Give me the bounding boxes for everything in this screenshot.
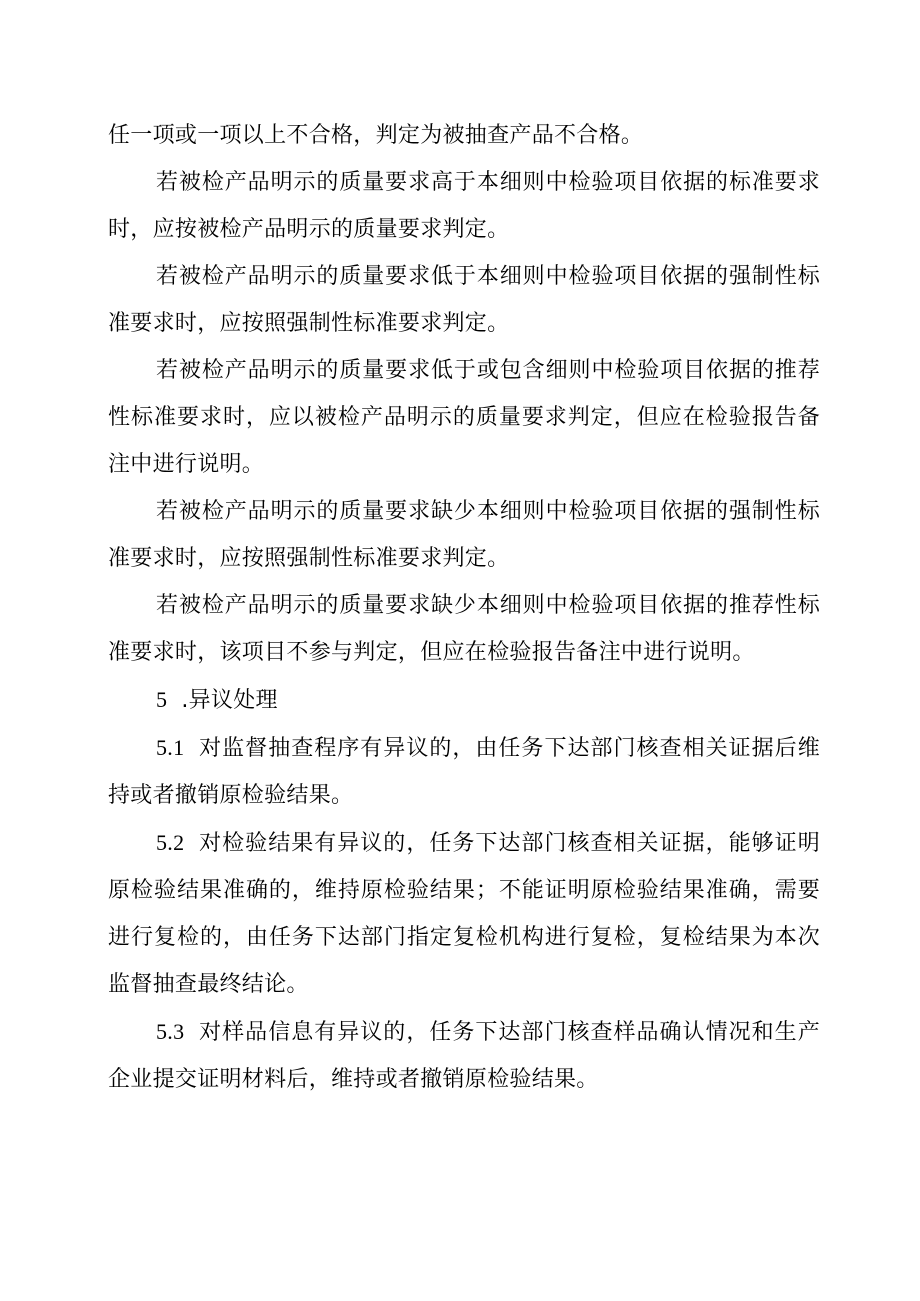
- item-number: 5.2: [156, 830, 185, 855]
- item-number: 5.1: [156, 735, 185, 760]
- paragraph-missing-mandatory: 若被检产品明示的质量要求缺少本细则中检验项目依据的强制性标准要求时，应按照强制性标准要求判定。: [108, 499, 820, 571]
- item-text: 对检验结果有异议的，任务下达部门核查相关证据，能够证明原检验结果准确的，维持原检验结果；不能证明原检验结果准确，需要进行复检的，由任务下达部门指定复检机构进行复检，复检结果为本次监督抽查最终结论。: [108, 831, 820, 997]
- item-text: 对样品信息有异议的，任务下达部门核查样品确认情况和生产企业提交证明材料后，维持或者撤销原检验结果。: [108, 1020, 820, 1092]
- paragraph-lower-mandatory: 若被检产品明示的质量要求低于本细则中检验项目依据的强制性标准要求时，应按照强制性标准要求判定。: [108, 264, 820, 336]
- item-number: 5.3: [156, 1019, 185, 1044]
- document-body: [108, 112, 820, 1103]
- paragraph-lower-recommended: 若被检产品明示的质量要求低于或包含细则中检验项目依据的推荐性标准要求时，应以被检产品明示的质量要求判定，但应在检验报告备注中进行说明。: [108, 358, 820, 477]
- item-text: 对监督抽查程序有异议的，由任务下达部门核查相关证据后维持或者撤销原检验结果。: [108, 736, 820, 808]
- section-title: .异议处理: [181, 688, 278, 713]
- paragraph-higher-requirement: 若被检产品明示的质量要求高于本细则中检验项目依据的标准要求时，应按被检产品明示的质量要求判定。: [108, 170, 820, 242]
- paragraph-missing-recommended: 若被检产品明示的质量要求缺少本细则中检验项目依据的推荐性标准要求时，该项目不参与判定，但应在检验报告备注中进行说明。: [108, 593, 820, 665]
- item-5-3: [108, 1008, 820, 1103]
- section-number: 5: [156, 687, 168, 712]
- paragraph-continuation: 任一项或一项以上不合格，判定为被抽查产品不合格。: [108, 123, 644, 148]
- item-5-2: [108, 819, 820, 1008]
- section-heading: [108, 676, 820, 724]
- item-5-1: [108, 724, 820, 819]
